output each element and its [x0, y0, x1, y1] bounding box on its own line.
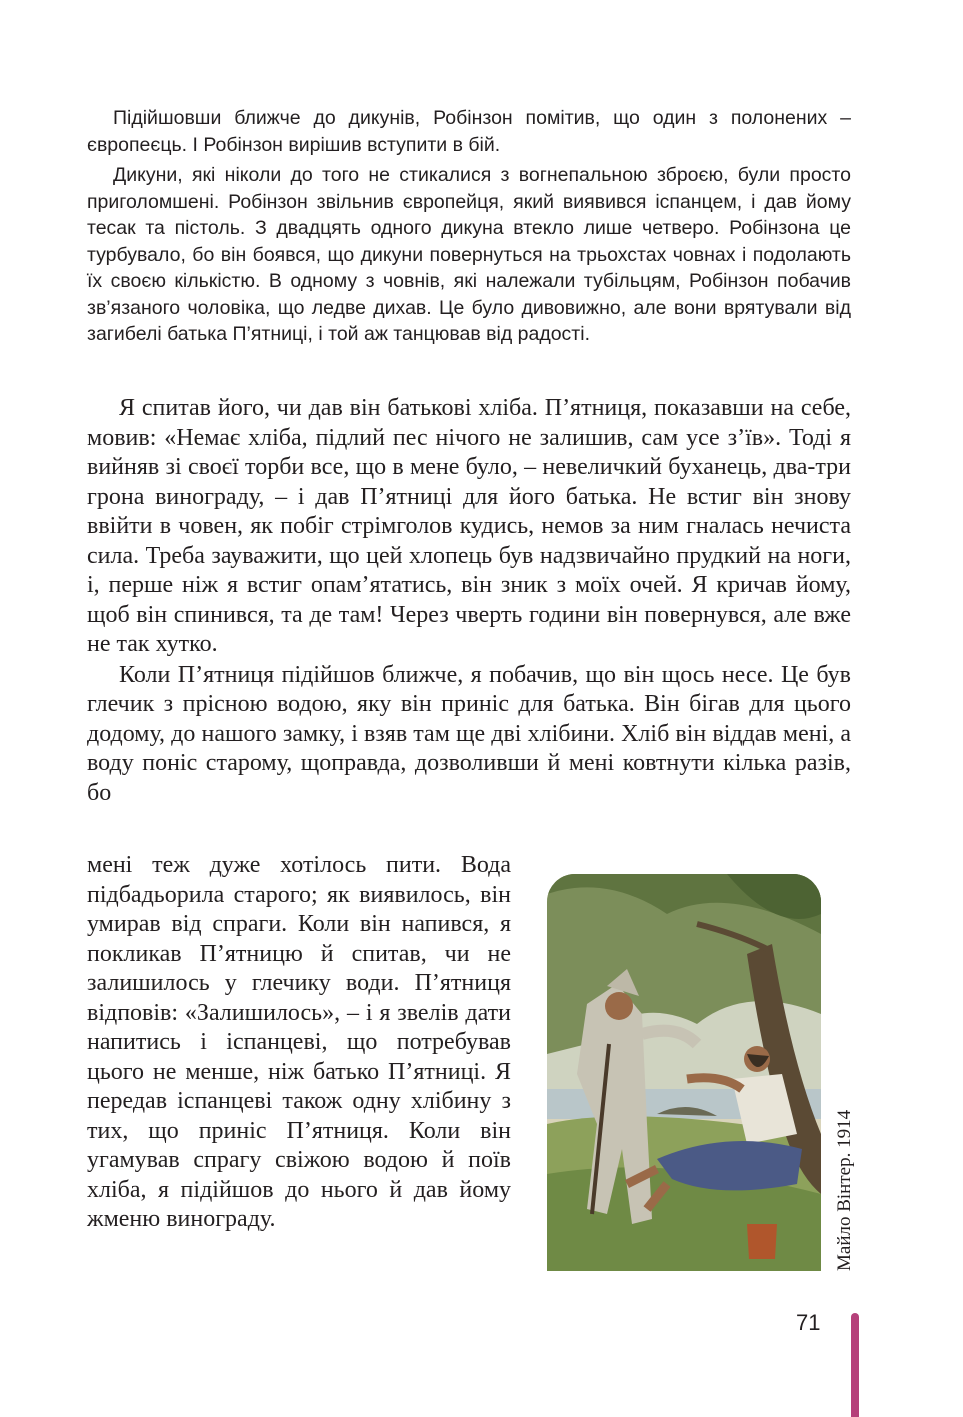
story-wrapped-column	[87, 851, 511, 1235]
page-number: 71	[796, 1310, 821, 1335]
story-text	[87, 394, 851, 808]
summary-paragraph: Підійшовши ближче до дикунів, Робінзон помітив, що один з полонених – європеєць. І Робінзон вирішив вступити в бій.	[87, 107, 851, 156]
illustration	[547, 874, 821, 1271]
summary-paragraph: Дикуни, які ніколи до того не стикалися з вогнепальною зброєю, були просто приголомшені. Робінзон звільнив європейця, який виявився іспанцем, і дав йому тесак та пістоль. З двадцять одного дикуна втекло лише четверо. Робінзона це турбувало, бо він боявся, що дикуни повернуться на трьохстах човнах і подолають їх своєю кількістю. В одному з човнів, які належали тубільцям, Робінзон побачив зв’язаного чоловіка, що ледве дихав. Це було дивовижно, але вони врятували від загибелі батька П’ятниці, і той аж танцював від радості.	[87, 164, 851, 345]
story-paragraph: Я спитав його, чи дав він батькові хліба. П’ятниця, показавши на себе, мовив: «Немає хліба, підлий пес нічого не залишив, сам усе з’їв». Тоді я вийняв зі своєї торби все, що в мене було, – невеличкий буханець, два-три грона винограду, – і дав П’ятниці для його батька. Не встиг він знову ввійти в човен, як побіг стрімголов кудись, немов за ним гналась нечиста сила. Треба зауважити, що цей хлопець був надзвичайно прудкий на ноги, і, перше ніж я встиг опам’ятатись, він зник з моїх очей. Я кричав йому, щоб він спинився, та де там! Через чверть години він повернувся, але вже не так хутко.	[87, 395, 851, 657]
story-paragraph: Коли П’ятниця підійшов ближче, я побачив, що він щось несе. Це був глечик з прісною водою, яку він приніс для батька. Він бігав для цього додому, до нашого замку, і взяв там ще дві хлібини. Хліб він віддав мені, а воду поніс старому, щоправда, дозволивши й мені ковтнути кілька разів, бо	[87, 661, 851, 806]
story-continuation: мені теж дуже хотілось пити. Вода підбадьорила старого; як виявилось, він умирав від спраги. Коли він напився, я покликав П’ятницю й спитав, чи не залишилось у глечику води. П’ятниця відповів: «Залишилось», – і я звелів дати напитись і іспанцеві, що потребував цього не менше, ніж батько П’ятниці. Я передав іспанцеві також одну хлібину з тих, що приніс П’ятниця. Коли він угамував спрагу свіжою водою й поїв хліба, я підійшов до нього й дав йому жменю винограду.	[87, 852, 511, 1232]
summary-block	[87, 105, 851, 352]
illustration-caption: Майло Вінтер. 1914	[834, 1109, 855, 1271]
illustration-picture	[547, 874, 821, 1271]
page-accent-bar	[851, 1313, 859, 1417]
